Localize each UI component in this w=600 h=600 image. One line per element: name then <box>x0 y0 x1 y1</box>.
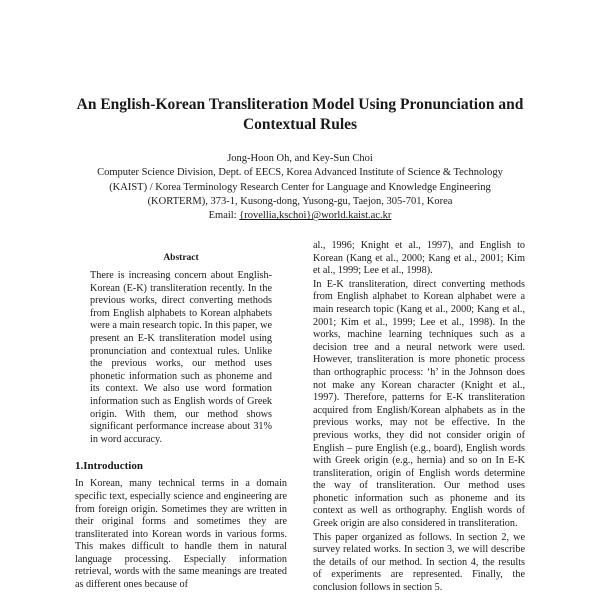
affiliation-line: Computer Science Division, Dept. of EECS, Korea Advanced Institute of Science & Technology <box>97 167 503 179</box>
abstract-text: There is increasing concern about English-Korean (E-K) transliteration recently. In the previous works, direct converting methods from English alphabets to Korean alphabets were a main research topic. In this paper, we present an E-K transliteration model using pronunciation and contextual rules. Unlike the previous works, our method uses phonetic information such as phoneme and its context. We also use word formation information such as English words of Greek origin. With them, our method shows significant performance increase about 31% in word accuracy. <box>90 270 272 445</box>
body-paragraph: This paper organized as follows. In section 2, we survey related works. In section 3, we will describe the details of our method. In section 4, the results of experiments are represented. Finally, the conclusion follows in section 5. <box>313 531 525 594</box>
email-line <box>40 209 560 223</box>
affiliation-line: (KORTERM), 373-1, Kusong-dong, Yusong-gu, Taejon, 305-701, Korea <box>147 195 453 207</box>
abstract-heading: Abstract <box>163 253 199 263</box>
body-paragraph: al., 1996; Knight et al., 1997), and English to Korean (Kang et al., 2000; Kang et al., 2001; Kim et al., 1999; Lee et al., 1998). <box>313 240 525 277</box>
left-column <box>75 252 287 592</box>
introduction-heading: 1.Introduction <box>75 460 143 473</box>
email-label: Email: <box>208 210 240 222</box>
introduction-paragraph: In Korean, many technical terms in a domain specific text, especially science and engineering are from foreign origin. Sometimes they are written in their original forms and sometimes they are transliterated into Korean words in various forms. This makes difficult to handle them in natural language processing. Especially information retrieval, words with the same meanings are treated as different ones because of <box>75 478 287 591</box>
body-paragraph: In E-K transliteration, direct converting methods from English alphabet to Korean alphabet were a main research topic (Kang et al., 2000; Kang et al., 2001; Kim et al., 1999; Lee et al., 1998). In the works, machine learning techniques such as a decision tree and a neural network were used. However, transliteration is more phonetic process than orthographic process: ‘h’ in the Johnson does not make any Korean character (Knight et al., 1997). Therefore, patterns for E-K transliteration acquired from English/Korean alphabets as in the previous works, may not be effective. In the previous works, they did not consider origin of English – pure English (e.g., board), English words with Greek origin (e.g., hernia) and so on In E-K transliteration, origin of English words determine the way of transliteration. Our method uses phonetic information such as phoneme and its context as well as orthography. English words of Greek origin are also considered in transliteration. <box>313 278 525 530</box>
paper-title: An English-Korean Transliteration Model Using Pronunciation and Contextual Rules <box>76 96 524 133</box>
affiliation-line: (KAIST) / Korea Terminology Research Center for Language and Knowledge Engineering <box>109 181 491 193</box>
right-column <box>313 240 525 596</box>
email-link[interactable]: {rovellia,kschoi}@world.kaist.ac.kr <box>239 210 392 222</box>
author-block <box>40 152 560 223</box>
author-names: Jong-Hoon Oh, and Key-Sun Choi <box>227 153 373 164</box>
